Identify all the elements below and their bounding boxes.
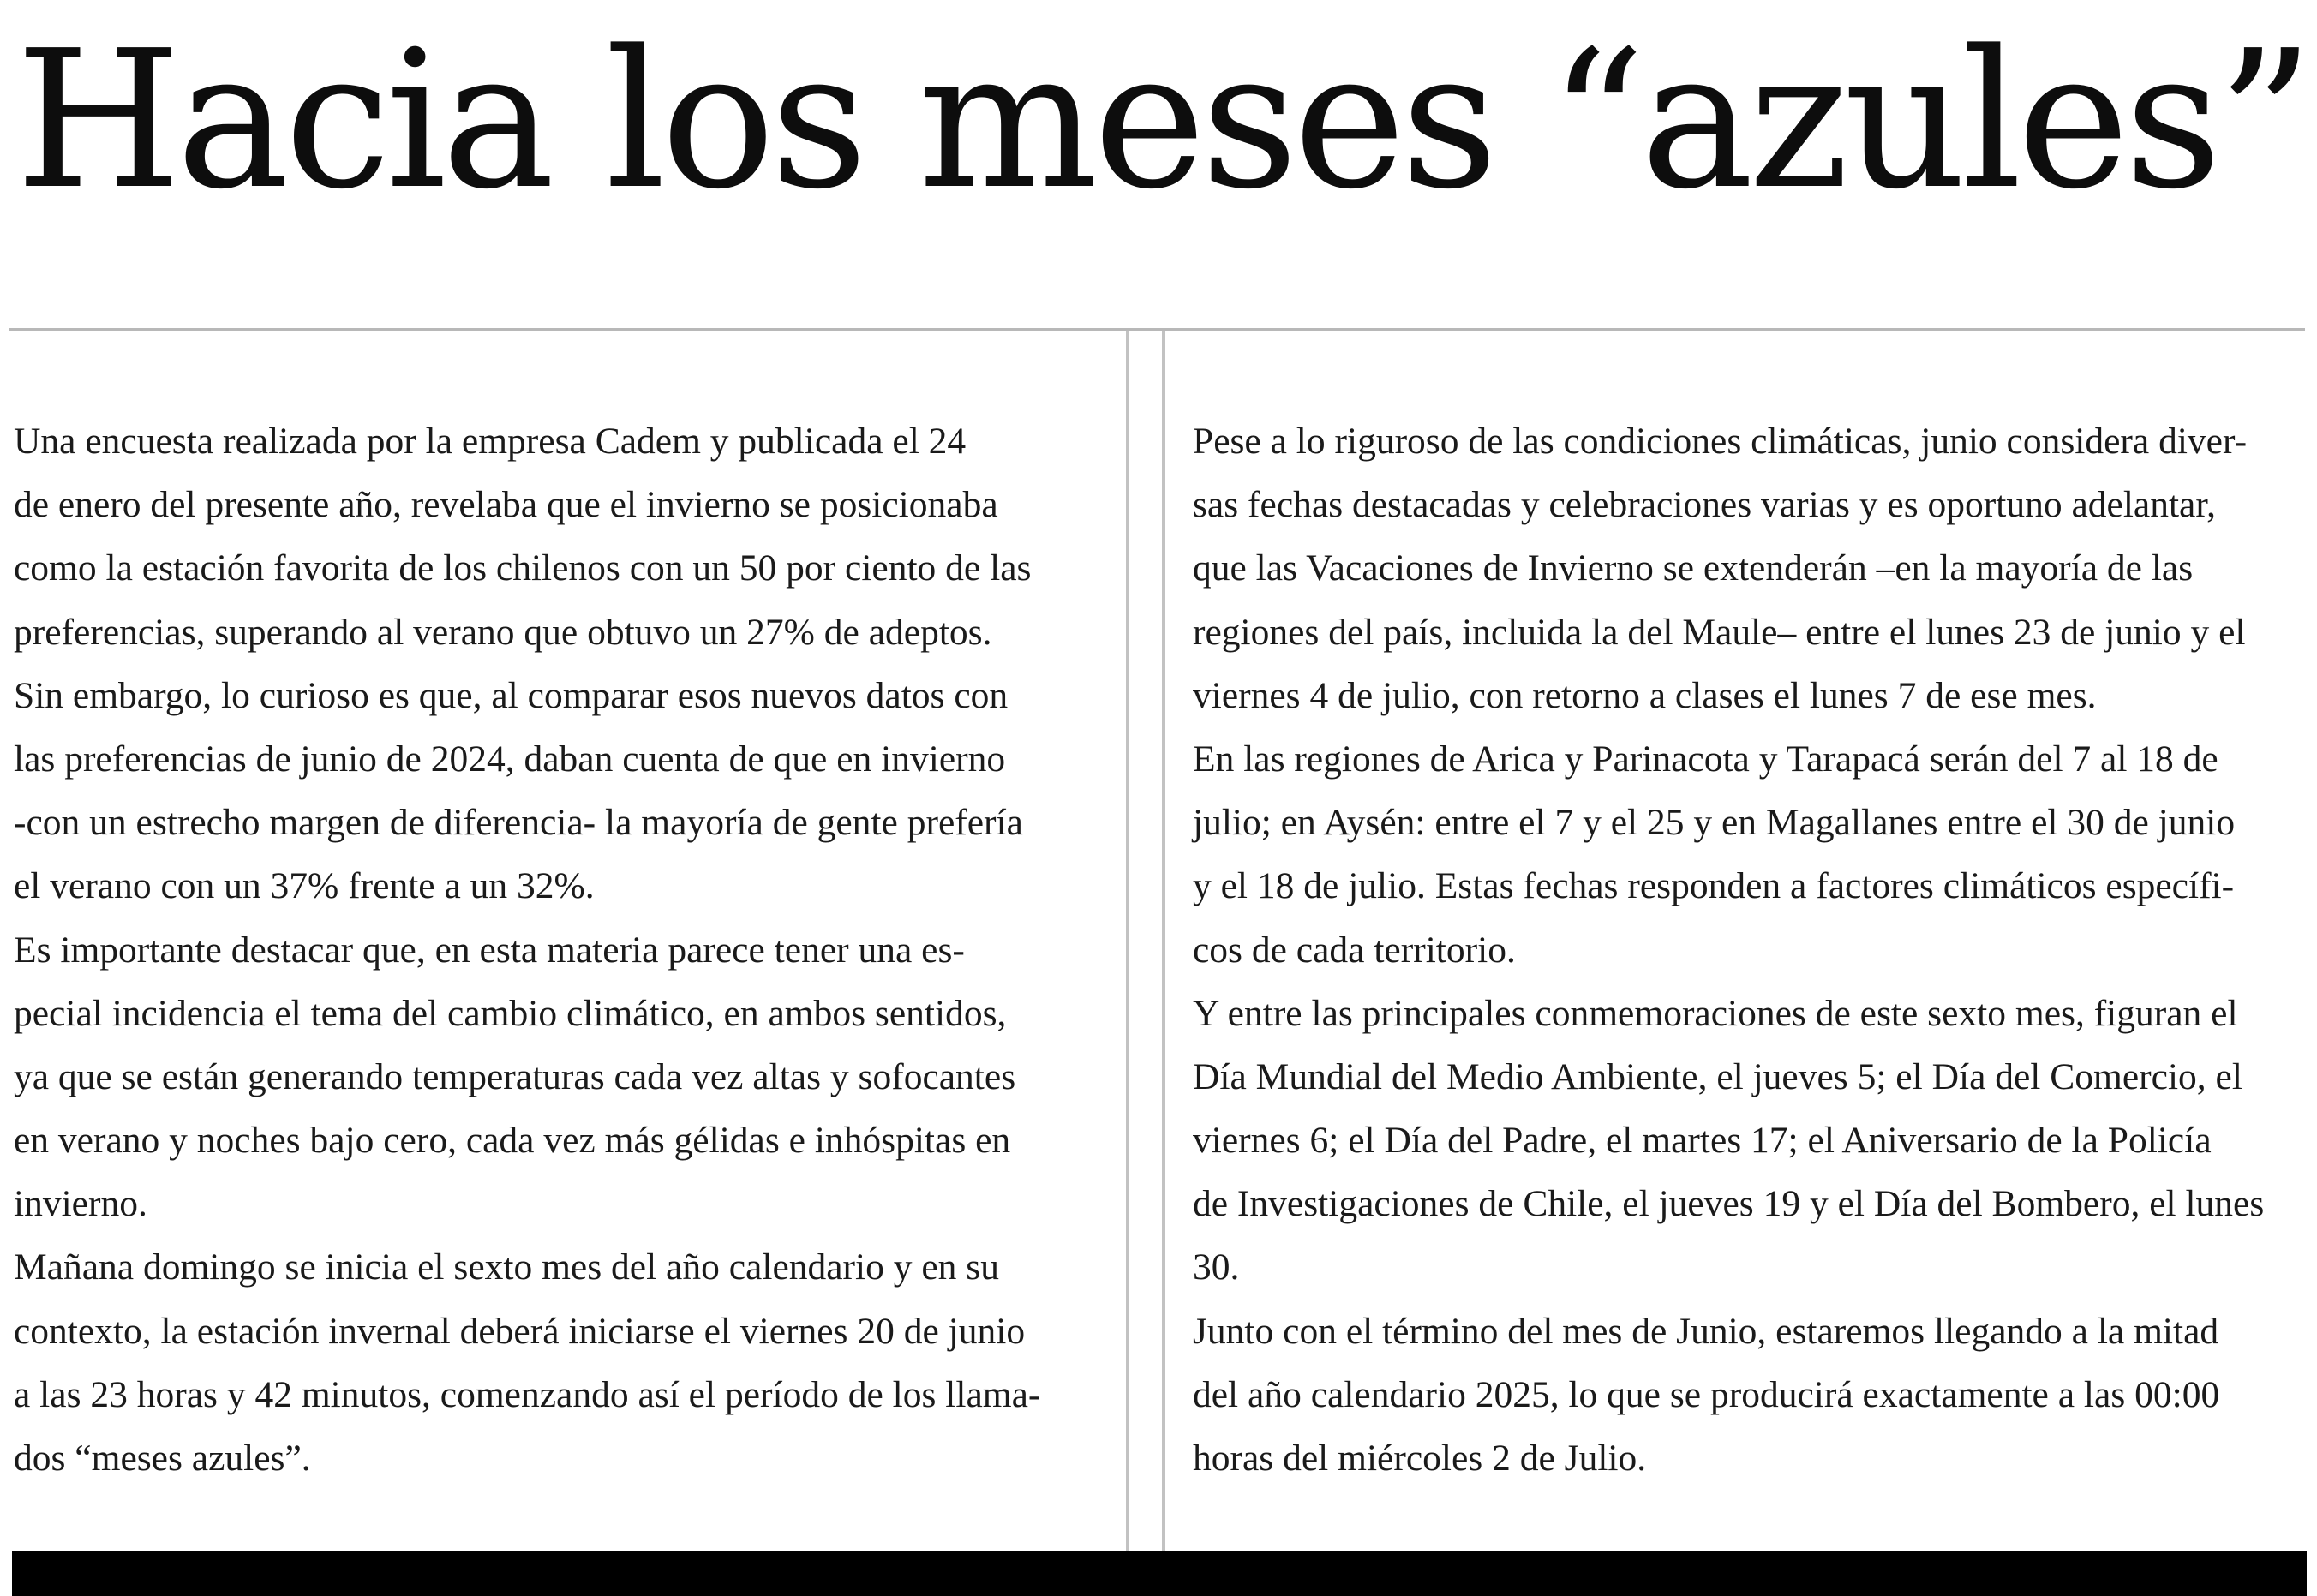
left-line-2: de enero del presente año, revelaba que el invierno se posicionaba xyxy=(14,484,998,526)
right-line-7: julio; en Aysén: entre el 7 y el 25 y en Magallanes entre el 30 de junio xyxy=(1193,802,2236,844)
left-line-12: en verano y noches bajo cero, cada vez más gélidas e inhóspitas en xyxy=(14,1120,1011,1162)
right-line-3: que las Vacaciones de Invierno se extenderán –en la mayoría de las xyxy=(1193,547,2194,589)
top-divider-rule xyxy=(9,328,2305,331)
left-line-3: como la estación favorita de los chilenos con un 50 por ciento de las xyxy=(14,547,1032,589)
right-line-16: del año calendario 2025, lo que se producirá exactamente a las 00:00 xyxy=(1193,1373,2220,1415)
left-line-16: a las 23 horas y 42 minutos, comenzando así el período de los llama- xyxy=(14,1373,1041,1415)
right-line-14: 30. xyxy=(1193,1246,1240,1288)
right-line-5: viernes 4 de julio, con retorno a clases el lunes 7 de ese mes. xyxy=(1193,674,2097,716)
left-line-17: dos “meses azules”. xyxy=(14,1438,311,1479)
right-line-13: de Investigaciones de Chile, el jueves 19 y el Día del Bombero, el lunes xyxy=(1193,1183,2265,1225)
right-line-8: y el 18 de julio. Estas fechas responden a factores climáticos específi- xyxy=(1193,865,2235,907)
right-line-15: Junto con el término del mes de Junio, estaremos llegando a la mitad xyxy=(1193,1310,2219,1352)
right-line-10: Y entre las principales conmemoraciones de este sexto mes, figuran el xyxy=(1193,992,2238,1034)
left-line-7: -con un estrecho margen de diferencia- la mayoría de gente prefería xyxy=(14,802,1023,844)
left-line-8: el verano con un 37% frente a un 32%. xyxy=(14,865,595,907)
left-line-10: pecial incidencia el tema del cambio climático, en ambos sentidos, xyxy=(14,992,1007,1034)
right-line-4: regiones del país, incluida la del Maule– entre el lunes 23 de junio y el xyxy=(1193,611,2246,653)
right-line-17: horas del miércoles 2 de Julio. xyxy=(1193,1438,1647,1479)
right-line-6: En las regiones de Arica y Parinacota y Tarapacá serán del 7 al 18 de xyxy=(1193,738,2218,780)
right-line-1: Pese a lo riguroso de las condiciones climáticas, junio considera diver- xyxy=(1193,421,2248,462)
footer-black-bar xyxy=(12,1551,2307,1596)
right-line-2: sas fechas destacadas y celebraciones varias y es oportuno adelantar, xyxy=(1193,484,2216,526)
column-divider-right-line xyxy=(1162,331,1165,1551)
column-divider-left-line xyxy=(1126,331,1129,1551)
left-column-text xyxy=(14,409,1102,1490)
left-line-1: Una encuesta realizada por la empresa Cadem y publicada el 24 xyxy=(14,421,967,462)
left-line-11: ya que se están generando temperaturas cada vez altas y sofocantes xyxy=(14,1055,1016,1097)
left-line-6: las preferencias de junio de 2024, daban cuenta de que en invierno xyxy=(14,738,1006,780)
left-line-15: contexto, la estación invernal deberá iniciarse el viernes 20 de junio xyxy=(14,1310,1026,1352)
headline: Hacia los meses “azules” xyxy=(15,10,2309,231)
left-line-4: preferencias, superando al verano que obtuvo un 27% de adeptos. xyxy=(14,611,992,653)
left-line-13: invierno. xyxy=(14,1183,147,1225)
right-line-9: cos de cada territorio. xyxy=(1193,929,1516,971)
right-line-11: Día Mundial del Medio Ambiente, el jueves 5; el Día del Comercio, el xyxy=(1193,1055,2242,1097)
left-line-14: Mañana domingo se inicia el sexto mes del año calendario y en su xyxy=(14,1246,999,1288)
right-line-12: viernes 6; el Día del Padre, el martes 17; el Aniversario de la Policía xyxy=(1193,1120,2212,1162)
right-column-text xyxy=(1193,409,2307,1490)
left-line-5: Sin embargo, lo curioso es que, al comparar esos nuevos datos con xyxy=(14,674,1009,716)
left-line-9: Es importante destacar que, en esta materia parece tener una es- xyxy=(14,929,965,971)
